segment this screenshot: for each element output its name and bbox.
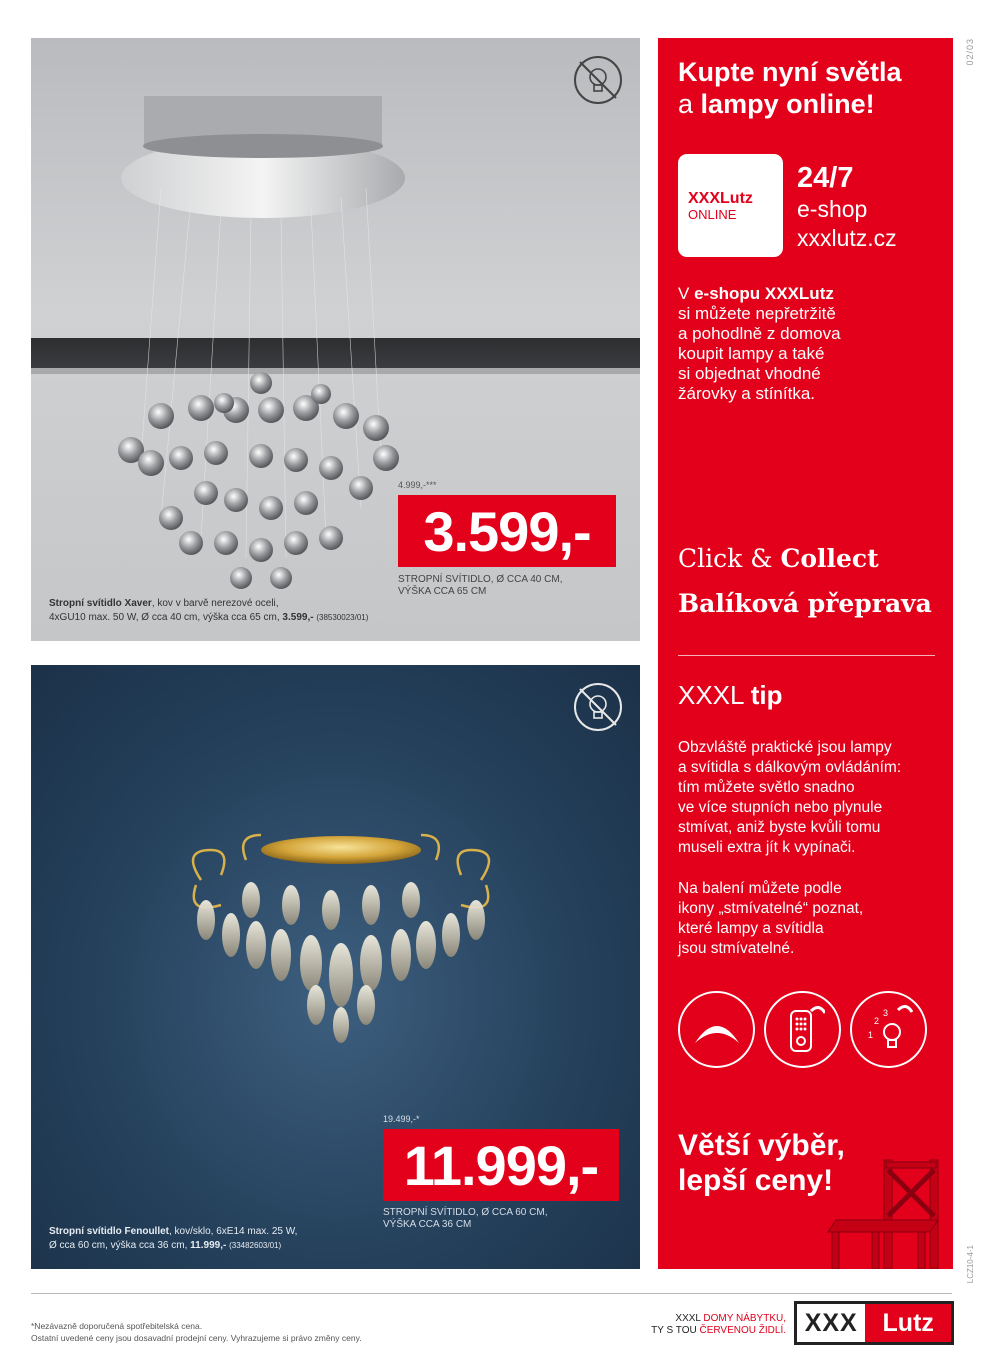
- disclaimer-line: Ostatní uvedené ceny jsou dosavadní prodejní ceny. Vyhrazujeme si právo změny ceny.: [31, 1333, 362, 1343]
- product-caption: [49, 1225, 297, 1253]
- logo-line1: XXXLutz: [688, 189, 753, 207]
- tip-pre: XXXL: [678, 680, 744, 710]
- tip2-line: jsou stmívatelné.: [678, 940, 795, 957]
- old-price: 4.999,-***: [398, 480, 437, 490]
- slogan-line1: Větší výběr,: [678, 1129, 845, 1162]
- slogan-line2: lepší ceny!: [678, 1164, 834, 1197]
- price-spec-line: STROPNÍ SVÍTIDLO, Ø CCA 60 CM,: [383, 1207, 548, 1218]
- not-dimmable-icon: [574, 683, 622, 731]
- product-code: (38530023/01): [316, 613, 369, 622]
- tip-paragraph: [678, 738, 901, 858]
- claim-accent: DOMY NÁBYTKU,: [703, 1313, 786, 1324]
- tip-line: a svítidla s dálkovým ovládáním:: [678, 759, 902, 776]
- divider: [678, 655, 935, 656]
- headline-bold: lampy online!: [700, 89, 875, 119]
- dimmer-arc-icon: [678, 991, 755, 1068]
- tip-line: tím můžete světlo snadno: [678, 779, 855, 796]
- eshop-info: [797, 162, 897, 253]
- shop-label: e-shop: [797, 196, 868, 222]
- logo-xxx: XXX: [797, 1304, 865, 1342]
- product-panel-fenoullet: [31, 665, 640, 1269]
- logo-lutz: Lutz: [865, 1304, 951, 1342]
- tip-line: museli extra jít k vypínači.: [678, 839, 856, 856]
- eshop-line: koupit lampy a také: [678, 344, 825, 363]
- caption-price: 11.999,-: [190, 1240, 227, 1251]
- click-bold: Collect: [780, 544, 879, 573]
- svg-text:3: 3: [882, 1007, 888, 1018]
- caption-text: 4xGU10 max. 50 W, Ø cca 40 cm, výška cca 65 cm,: [49, 612, 280, 623]
- eshop-intro-bold: e-shopu XXXLutz: [694, 284, 834, 303]
- svg-text:2: 2: [873, 1015, 879, 1026]
- disclaimer-line: *Nezávazně doporučená spotřebitelská cena.: [31, 1321, 203, 1331]
- product-code: (33482603/01): [229, 1241, 282, 1250]
- eshop-line: žárovky a stínítka.: [678, 384, 815, 403]
- eshop-line: si objednat vhodné: [678, 364, 821, 383]
- product-panel-xaver: [31, 38, 640, 641]
- tip2-paragraph: [678, 879, 863, 959]
- tip-bold: tip: [750, 680, 783, 710]
- eshop-line: a pohodlně z domova: [678, 324, 841, 343]
- price-spec-line: STROPNÍ SVÍTIDLO, Ø CCA 40 CM,: [398, 574, 563, 585]
- not-dimmable-icon: [574, 56, 622, 104]
- tip2-line: ikony „stmívatelné“ poznat,: [678, 900, 864, 917]
- dimmable-bulb-icon: [850, 991, 927, 1068]
- caption-text: , kov v barvě nerezové oceli,: [151, 598, 279, 609]
- caption-text: Ø cca 60 cm, výška cca 36 cm,: [49, 1240, 188, 1251]
- price-spec: [398, 574, 562, 598]
- slogan: [678, 1128, 845, 1198]
- logo-line2: ONLINE: [688, 206, 737, 222]
- page-number: 02/03: [965, 38, 975, 66]
- eshop-paragraph: [678, 284, 841, 404]
- eshop-line: si můžete nepřetržitě: [678, 304, 836, 323]
- dimmable-icons: [678, 991, 927, 1068]
- red-chair-icon: [826, 1158, 946, 1269]
- claim-line2-accent: ČERVENOU ŽIDLÍ.: [699, 1325, 786, 1336]
- claim-pre: XXXL: [675, 1313, 701, 1324]
- price-disclaimer: [31, 1320, 362, 1344]
- parcel-delivery: Balíková přeprava: [678, 589, 932, 618]
- headline-line1: Kupte nyní světla: [678, 57, 902, 87]
- side-code: LCZ10-4-1: [966, 1245, 975, 1284]
- xxxlutz-logo[interactable]: [794, 1301, 954, 1345]
- footer-divider: [31, 1293, 952, 1294]
- eshop-intro-pre: V: [678, 284, 690, 303]
- remote-control-icon: [764, 991, 841, 1068]
- brand-claim: [600, 1313, 786, 1337]
- shop-url[interactable]: xxxlutz.cz: [797, 225, 897, 251]
- tip-line: stmívat, aniž byste kvůli tomu: [678, 819, 881, 836]
- tip2-line: Na balení můžete podle: [678, 880, 842, 897]
- caption-text: , kov/sklo, 6xE14 max. 25 W,: [169, 1226, 298, 1237]
- tip-line: Obzvláště praktické jsou lampy: [678, 739, 892, 756]
- tip-heading: [678, 680, 783, 711]
- price-spec-line: VÝŠKA CCA 65 CM: [398, 586, 487, 597]
- tip-line: ve více stupních nebo plynule: [678, 799, 883, 816]
- svg-text:1: 1: [867, 1029, 873, 1040]
- headline-a: a: [678, 89, 694, 119]
- product-caption: [49, 597, 368, 625]
- promo-sidebar: [658, 38, 953, 1269]
- click-collect: [678, 544, 879, 573]
- product-name: Stropní svítidlo Fenoullet: [49, 1226, 169, 1237]
- price-spec: [383, 1207, 547, 1231]
- sidebar-headline: [678, 56, 902, 120]
- product-name: Stropní svítidlo Xaver: [49, 598, 152, 609]
- claim-line2-pre: TY S TOU: [651, 1325, 697, 1336]
- xxxlutz-online-logo[interactable]: [678, 154, 783, 257]
- price-tag: 3.599,-: [398, 495, 616, 567]
- tip2-line: které lampy a svítidla: [678, 920, 824, 937]
- shop-hours: 24/7: [797, 162, 854, 194]
- caption-price: 3.599,-: [282, 612, 314, 623]
- price-tag: 11.999,-: [383, 1129, 619, 1201]
- old-price: 19.499,-*: [383, 1114, 420, 1124]
- click-pre: Click &: [678, 544, 773, 573]
- price-spec-line: VÝŠKA CCA 36 CM: [383, 1219, 472, 1230]
